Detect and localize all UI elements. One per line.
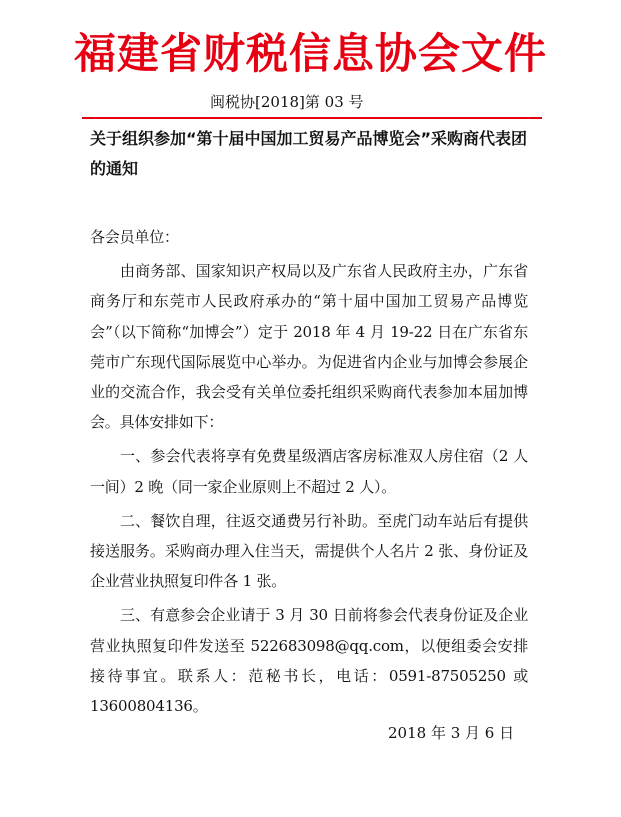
document-subject: 关于组织参加“第十届中国加工贸易产品博览会”采购商代表团的通知 — [90, 129, 528, 178]
document-number: 闽税协[2018]第 03 号 — [210, 93, 364, 111]
document-body — [90, 222, 528, 721]
list-item: 三、有意参会企业请于 3 月 30 日前将参会代表身份证及企业营业执照复印件发送至 522683098@qq.com，以便组委会安排接待事宜。联系人：范秘书长，电话：0591-87505250 或 13600804136。 — [90, 606, 528, 716]
list-item: 二、餐饮自理，往返交通费另行补助。至虎门动车站后有提供接送服务。采购商办理入住当天，需提供个人名片 2 张、身份证及企业营业执照复印件各 1 张。 — [90, 511, 528, 591]
salutation: 各会员单位： — [90, 228, 179, 246]
intro-paragraph: 由商务部、国家知识产权局以及广东省人民政府主办，广东省商务厅和东莞市人民政府承办的“第十届中国加工贸易产品博览会”（以下简称“加博会”）定于 2018 年 4 月 19-22 日在广东省东莞市广东现代国际展览中心举办。为促进省内企业与加博会参展企业的交流合作，我会受有关单位委托组织采购商代表参加本届加博会。具体安排如下： — [90, 262, 528, 432]
document-header-title: 福建省财税信息协会文件 — [73, 29, 547, 78]
header-divider — [82, 117, 542, 119]
document-date: 2018 年 3 月 6 日 — [388, 724, 515, 742]
list-item: 一、参会代表将享有免费星级酒店客房标准双人房住宿（2 人一间）2 晚（同一家企业原则上不超过 2 人）。 — [90, 447, 528, 496]
